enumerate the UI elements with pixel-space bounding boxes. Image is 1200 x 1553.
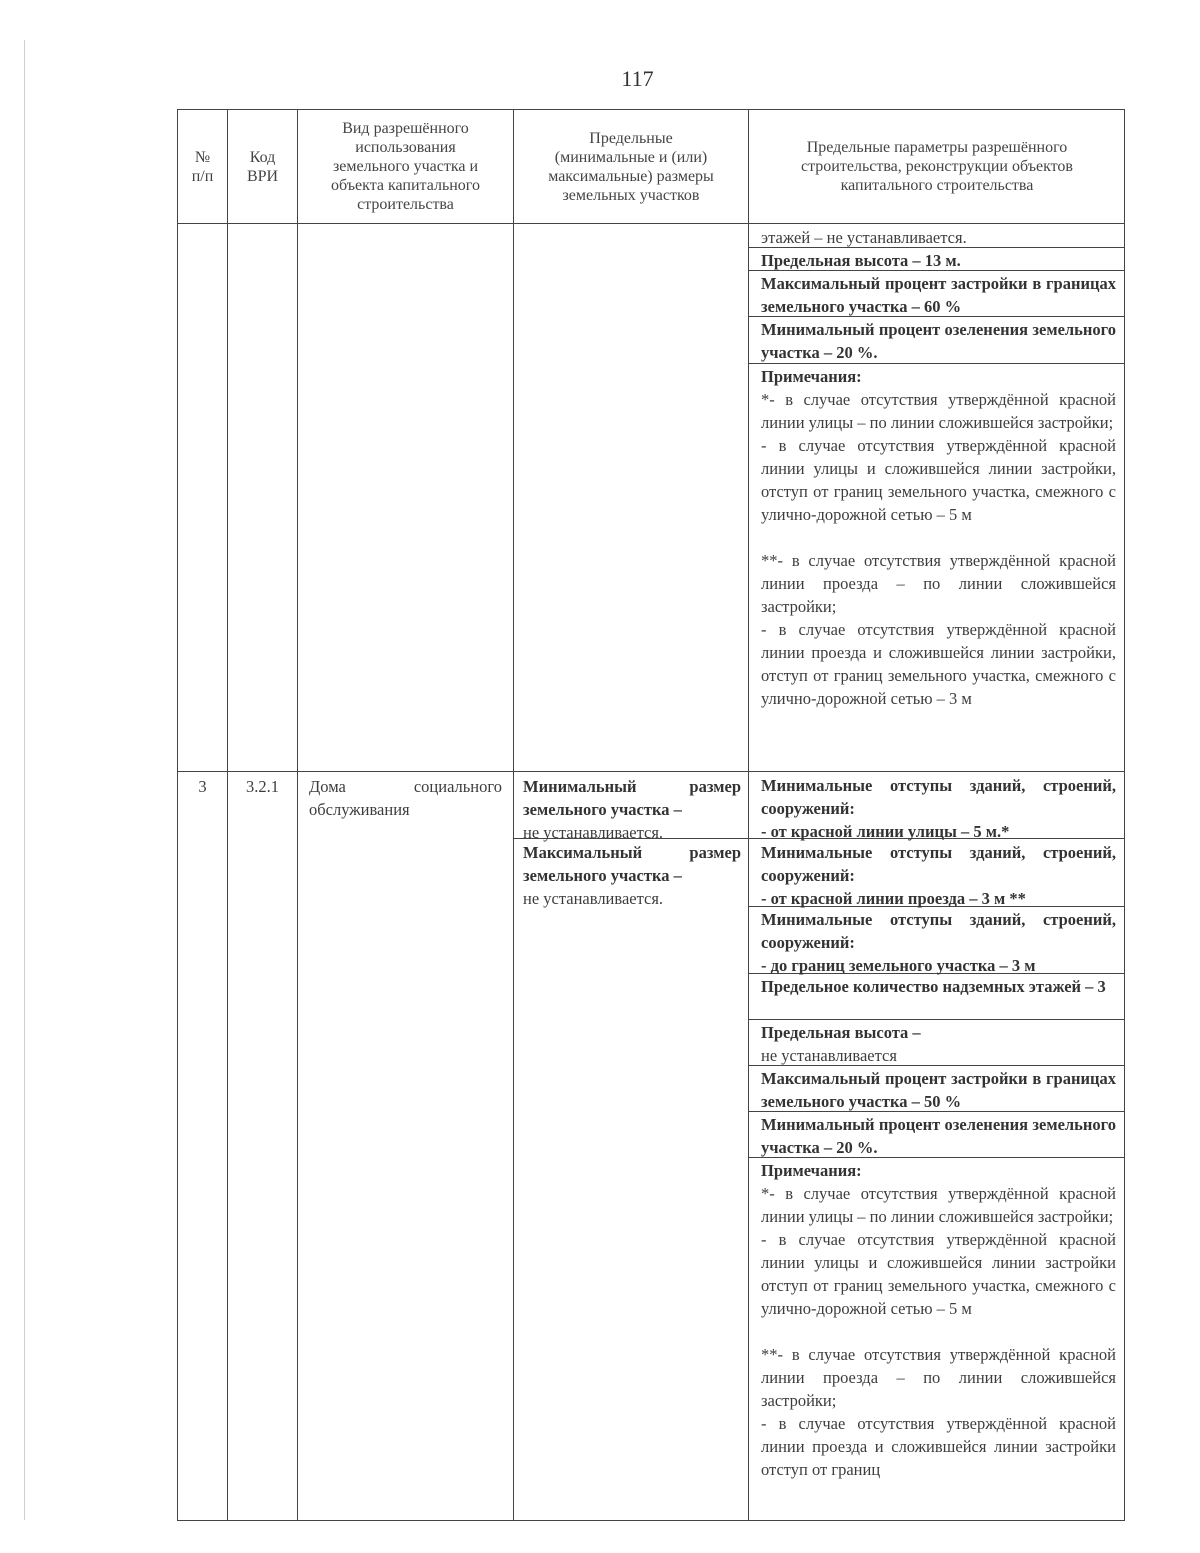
note-item: - в случае отсутствия утверждённой красной линии проезда и сложившейся линии застройки, отступ от границ земельного участка, смежного с улично-дорожной сетью – 3 м <box>761 620 1116 708</box>
note-item: **- в случае отсутствия утверждённой красной линии проезда – по линии сложившейся застройки; <box>761 551 1116 616</box>
row-3-top-line <box>178 771 1124 772</box>
note-item: - в случае отсутствия утверждённой красной линии проезда и сложившейся линии застройки отступ от границ <box>761 1414 1116 1479</box>
notes-block <box>761 365 1116 710</box>
param-max-height: Предельная высота – 13 м. <box>761 251 961 270</box>
param-min-greenery: Минимальный процент озеленения земельного участка – 20 %. <box>761 320 1116 362</box>
param-setback-boundary: Минимальные отступы зданий, строений, сооружений: - до границ земельного участка – 3 м <box>761 910 1116 975</box>
note-item: *- в случае отсутствия утверждённой красной линии улицы – по линии сложившейся застройки; <box>761 390 1116 432</box>
param-max-height: Предельная высота – не устанавливается <box>761 1023 921 1065</box>
header-use-type: Вид разрешённого использования земельного участка и объекта капитального строительства <box>331 120 480 213</box>
param-floors-continued: этажей – не устанавливается. <box>761 228 967 247</box>
col-divider <box>227 110 228 1520</box>
notes-block <box>761 1159 1116 1481</box>
notes-title: Примечания: <box>761 367 862 386</box>
header-build-params: Предельные параметры разрешённого строительства, реконструкции объектов капитального строительства <box>801 139 1073 194</box>
header-bottom-line <box>178 223 1124 224</box>
land-use-table <box>177 109 1125 1521</box>
scan-margin-line <box>24 40 25 1520</box>
page-number: 117 <box>621 66 654 91</box>
row-use-type: Дома социального обслуживания <box>309 777 502 819</box>
row-number: 3 <box>198 777 207 796</box>
note-item: - в случае отсутствия утверждённой красной линии улицы и сложившейся линии застройки, отступ от границ земельного участка, смежного с улично-дорожной сетью – 5 м <box>761 436 1116 524</box>
param-setback-passage: Минимальные отступы зданий, строений, сооружений: - от красной линии проезда – 3 м ** <box>761 843 1116 908</box>
note-item: - в случае отсутствия утверждённой красной линии улицы и сложившейся линии застройки отступ от границ земельного участка, смежного с улично-дорожной сетью – 5 м <box>761 1230 1116 1318</box>
param-min-greenery: Минимальный процент озеленения земельного участка – 20 %. <box>761 1115 1116 1157</box>
header-plot-size: Предельные (минимальные и (или) максимальные) размеры земельных участков <box>548 129 714 204</box>
col-divider <box>748 110 749 1520</box>
param-setback-street: Минимальные отступы зданий, строений, сооружений: - от красной линии улицы – 5 м.* <box>761 776 1116 841</box>
note-item: **- в случае отсутствия утверждённой красной линии проезда – по линии сложившейся застройки; <box>761 1345 1116 1410</box>
header-num: № п/п <box>191 148 214 185</box>
note-item: *- в случае отсутствия утверждённой красной линии улицы – по линии сложившейся застройки; <box>761 1184 1116 1226</box>
param-max-coverage: Максимальный процент застройки в границах земельного участка – 50 % <box>761 1069 1116 1111</box>
plot-size-min: Минимальный размер земельного участка – не устанавливается. <box>523 777 741 842</box>
col-divider <box>297 110 298 1520</box>
col-divider <box>513 110 514 1520</box>
plot-size-max: Максимальный размер земельного участка – не устанавливается. <box>523 843 741 908</box>
row-line <box>748 1019 1124 1020</box>
row-code: 3.2.1 <box>246 777 279 796</box>
param-max-floors: Предельное количество надземных этажей – 3 <box>761 977 1106 996</box>
header-code: Код ВРИ <box>246 148 279 185</box>
param-max-coverage: Максимальный процент застройки в границах земельного участка – 60 % <box>761 274 1116 316</box>
notes-title: Примечания: <box>761 1161 862 1180</box>
